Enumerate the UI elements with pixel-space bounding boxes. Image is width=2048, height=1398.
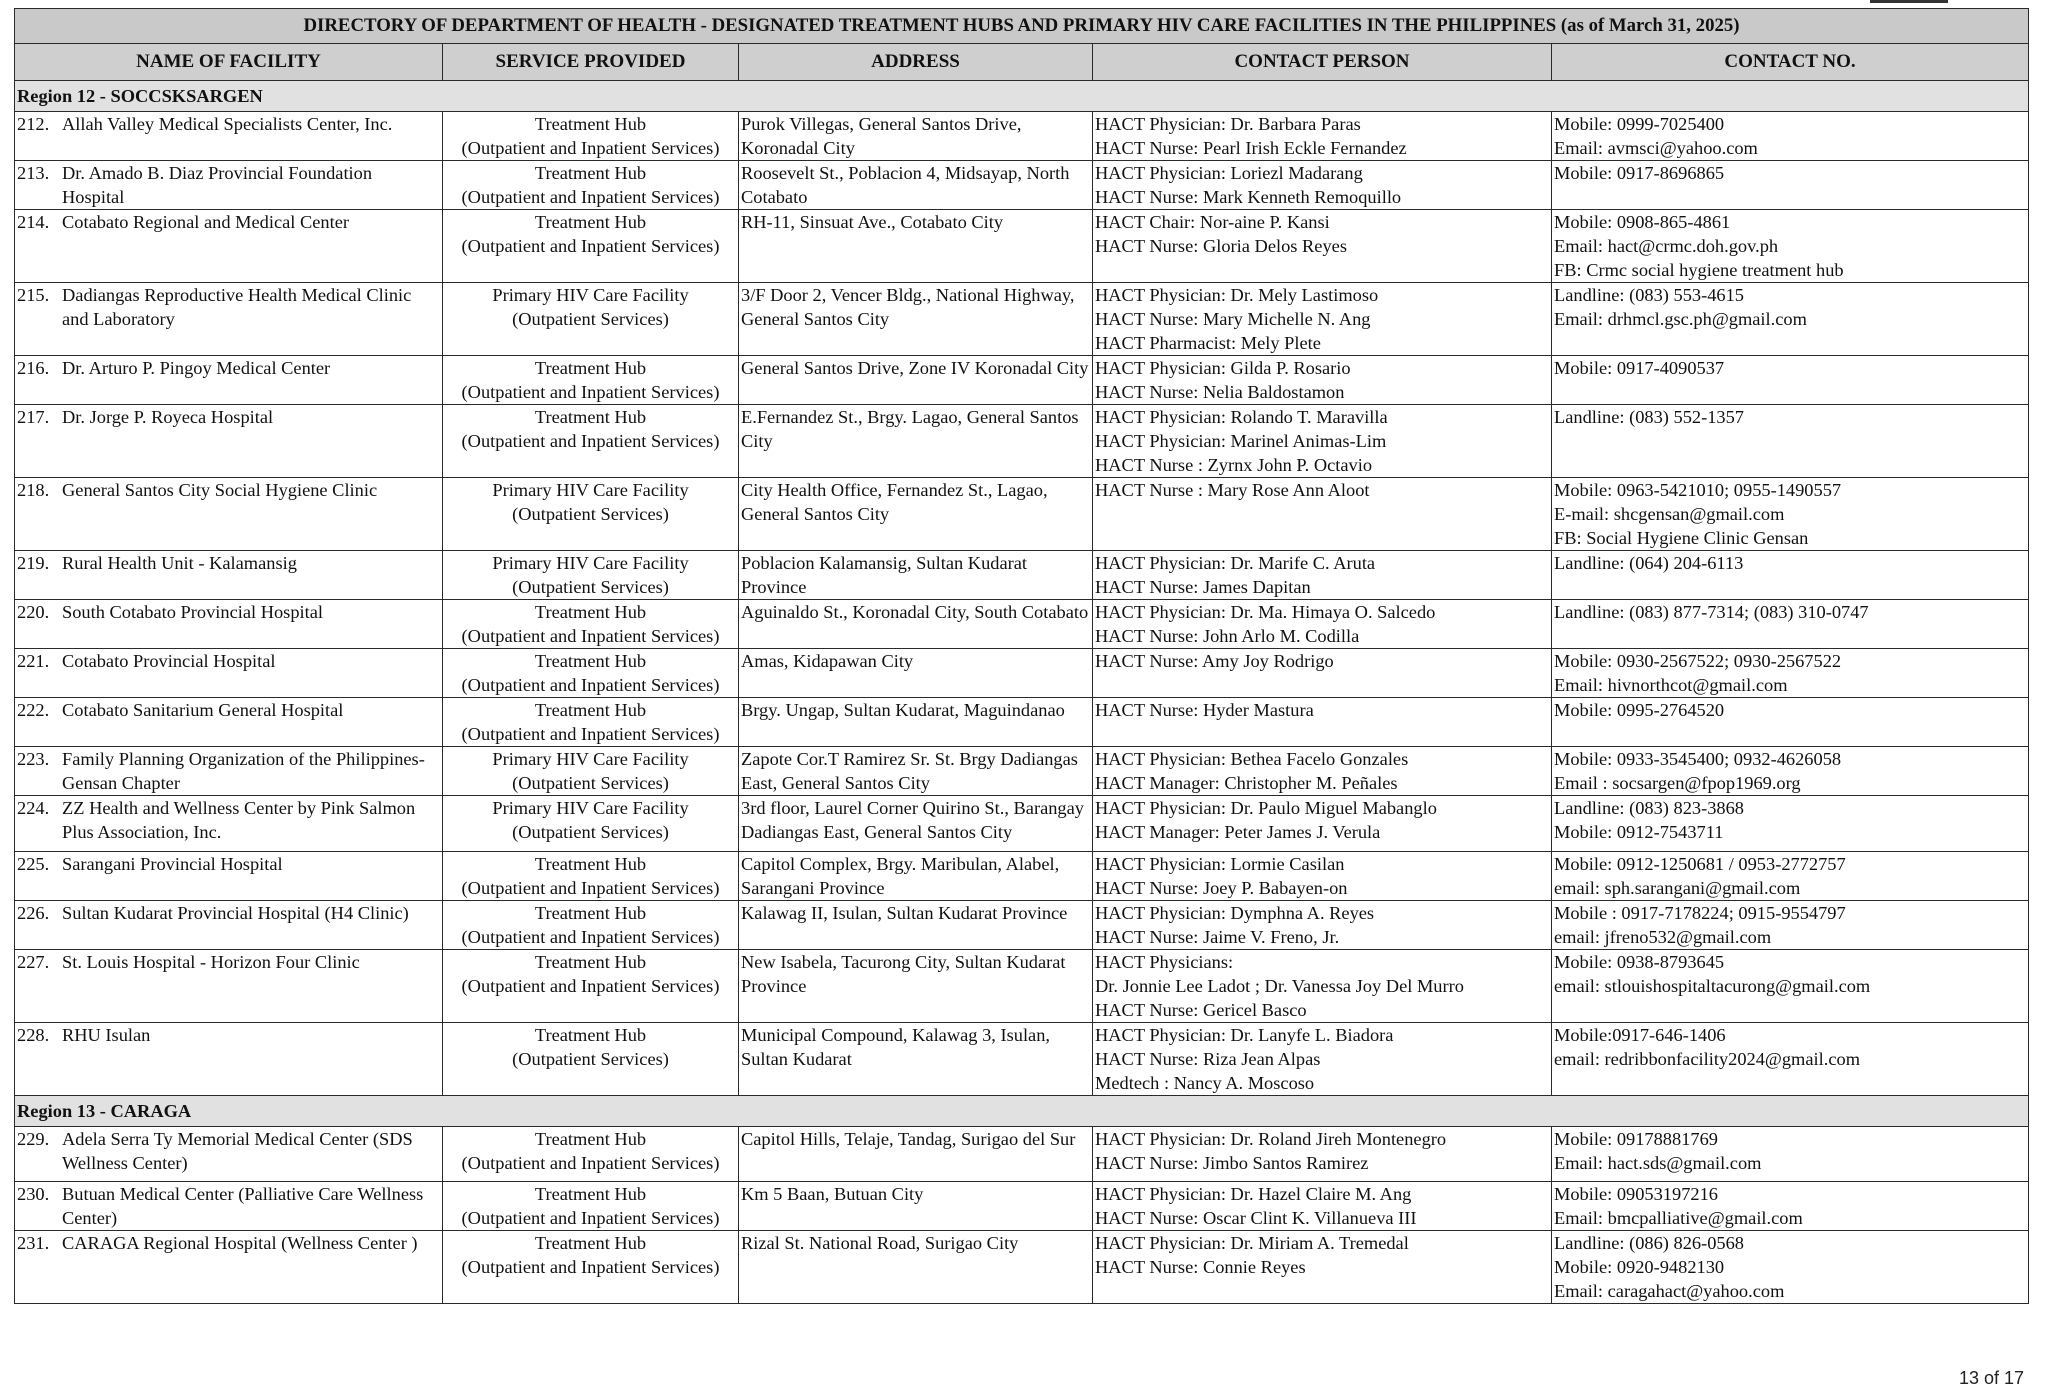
service-cell: [443, 405, 739, 478]
contact-person-line: HACT Physician: Loriezl Madarang: [1095, 163, 1363, 183]
facility-name-cell: [15, 600, 443, 649]
facility-name: ZZ Health and Wellness Center by Pink Salmon Plus Association, Inc.: [62, 798, 416, 842]
service-line: (Outpatient and Inpatient Services): [461, 1208, 720, 1228]
service-cell: [443, 698, 739, 747]
region-row: [15, 81, 2029, 112]
contact-number-line: FB: Social Hygiene Clinic Gensan: [1554, 528, 1809, 548]
contact-number-line: Email: hact@crmc.doh.gov.ph: [1554, 236, 1779, 256]
address-cell: City Health Office, Fernandez St., Lagao, General Santos City: [739, 478, 1093, 551]
contact-number-cell: [1552, 405, 2029, 478]
contact-person-cell: [1093, 901, 1552, 950]
contact-number-line: email: redribbonfacility2024@gmail.com: [1554, 1049, 1860, 1069]
contact-person-line: HACT Physician: Lormie Casilan: [1095, 854, 1345, 874]
table-row: [15, 1182, 2029, 1231]
contact-person-line: HACT Nurse: Amy Joy Rodrigo: [1095, 651, 1334, 671]
contact-number-cell: [1552, 112, 2029, 161]
contact-number-cell: [1552, 551, 2029, 600]
contact-number-cell: [1552, 852, 2029, 901]
contact-number-cell: [1552, 950, 2029, 1023]
facility-name-cell: [15, 698, 443, 747]
contact-person-line: HACT Manager: Peter James J. Verula: [1095, 822, 1381, 842]
contact-person-line: HACT Physician: Dr. Lanyfe L. Biadora: [1095, 1025, 1394, 1045]
contact-person-cell: [1093, 478, 1552, 551]
facility-number: 212.: [17, 114, 50, 134]
service-line: Treatment Hub: [534, 358, 647, 378]
service-line: (Outpatient and Inpatient Services): [461, 626, 720, 646]
contact-number-line: Landline: (064) 204-6113: [1554, 553, 1744, 573]
contact-person-cell: [1093, 405, 1552, 478]
address-cell: Purok Villegas, General Santos Drive, Koronadal City: [739, 112, 1093, 161]
facility-name: South Cotabato Provincial Hospital: [62, 602, 324, 622]
contact-person-line: HACT Nurse: Connie Reyes: [1095, 1257, 1306, 1277]
contact-person-line: HACT Physician: Dr. Marife C. Aruta: [1095, 553, 1376, 573]
contact-person-line: HACT Physician: Dr. Mely Lastimoso: [1095, 285, 1379, 305]
facility-name: RHU Isulan: [62, 1025, 151, 1045]
column-header-name: NAME OF FACILITY: [15, 44, 443, 81]
facility-number: 219.: [17, 553, 50, 573]
contact-person-line: HACT Physician: Rolando T. Maravilla: [1095, 407, 1388, 427]
table-row: [15, 210, 2029, 283]
contact-number-cell: [1552, 161, 2029, 210]
contact-person-line: HACT Nurse : Zyrnx John P. Octavio: [1095, 455, 1373, 475]
address-cell: Capitol Complex, Brgy. Maribulan, Alabel, Sarangani Province: [739, 852, 1093, 901]
facility-number: 222.: [17, 700, 50, 720]
contact-number-line: Landline: (083) 552-1357: [1554, 407, 1744, 427]
contact-number-cell: [1552, 600, 2029, 649]
facility-name-cell: [15, 283, 443, 356]
table-row: [15, 112, 2029, 161]
contact-person-cell: [1093, 112, 1552, 161]
facility-name: Family Planning Organization of the Philippines-Gensan Chapter: [62, 749, 425, 793]
address-cell: General Santos Drive, Zone IV Koronadal City: [739, 356, 1093, 405]
service-line: (Outpatient and Inpatient Services): [461, 878, 720, 898]
table-row: [15, 649, 2029, 698]
table-row: [15, 698, 2029, 747]
facility-name: Cotabato Provincial Hospital: [62, 651, 276, 671]
region-label: Region 13 - CARAGA: [15, 1096, 2029, 1127]
contact-person-line: HACT Nurse : Mary Rose Ann Aloot: [1095, 480, 1370, 500]
contact-number-cell: [1552, 1023, 2029, 1096]
service-line: Primary HIV Care Facility: [492, 553, 689, 573]
contact-person-line: HACT Pharmacist: Mely Plete: [1095, 333, 1321, 353]
contact-person-line: HACT Physician: Dr. Miriam A. Tremedal: [1095, 1233, 1409, 1253]
contact-number-line: Landline: (083) 553-4615: [1554, 285, 1744, 305]
contact-person-cell: [1093, 600, 1552, 649]
facility-number: 231.: [17, 1233, 50, 1253]
facility-name: Dadiangas Reproductive Health Medical Clinic and Laboratory: [62, 285, 412, 329]
facility-number: 218.: [17, 480, 50, 500]
contact-person-line: HACT Physician: Dr. Roland Jireh Montenegro: [1095, 1129, 1447, 1149]
table-row: [15, 478, 2029, 551]
facility-name-cell: [15, 1182, 443, 1231]
contact-person-cell: [1093, 283, 1552, 356]
facility-name-cell: [15, 356, 443, 405]
contact-number-cell: [1552, 283, 2029, 356]
contact-person-line: HACT Nurse: Hyder Mastura: [1095, 700, 1314, 720]
facility-name: St. Louis Hospital - Horizon Four Clinic: [62, 952, 360, 972]
service-line: (Outpatient and Inpatient Services): [461, 675, 720, 695]
service-line: Treatment Hub: [534, 114, 647, 134]
facility-number: 213.: [17, 163, 50, 183]
contact-person-line: HACT Nurse: Joey P. Babayen-on: [1095, 878, 1348, 898]
service-line: Treatment Hub: [534, 854, 647, 874]
facility-name-cell: [15, 1127, 443, 1182]
service-cell: [443, 551, 739, 600]
facility-name-cell: [15, 112, 443, 161]
address-cell: Amas, Kidapawan City: [739, 649, 1093, 698]
contact-person-cell: [1093, 551, 1552, 600]
address-cell: Zapote Cor.T Ramirez Sr. St. Brgy Dadiangas East, General Santos City: [739, 747, 1093, 796]
contact-number-cell: [1552, 649, 2029, 698]
facility-name: Sultan Kudarat Provincial Hospital (H4 Clinic): [62, 903, 409, 923]
contact-number-line: Email: avmsci@yahoo.com: [1554, 138, 1758, 158]
contact-person-line: HACT Physician: Marinel Animas-Lim: [1095, 431, 1387, 451]
contact-person-cell: [1093, 356, 1552, 405]
service-cell: [443, 283, 739, 356]
table-row: [15, 747, 2029, 796]
contact-person-line: HACT Nurse: Jimbo Santos Ramirez: [1095, 1153, 1369, 1173]
contact-number-cell: [1552, 478, 2029, 551]
contact-person-cell: [1093, 1023, 1552, 1096]
service-line: Treatment Hub: [534, 212, 647, 232]
contact-person-cell: [1093, 649, 1552, 698]
service-cell: [443, 600, 739, 649]
facility-name: Cotabato Regional and Medical Center: [62, 212, 350, 232]
table-row: [15, 901, 2029, 950]
service-line: Treatment Hub: [534, 903, 647, 923]
contact-number-cell: [1552, 747, 2029, 796]
service-line: (Outpatient Services): [512, 1049, 669, 1069]
service-line: Primary HIV Care Facility: [492, 749, 689, 769]
service-cell: [443, 901, 739, 950]
service-line: (Outpatient and Inpatient Services): [461, 382, 720, 402]
service-line: (Outpatient and Inpatient Services): [461, 187, 720, 207]
contact-person-cell: [1093, 852, 1552, 901]
contact-number-line: Email: caragahact@yahoo.com: [1554, 1281, 1785, 1301]
facility-number: 224.: [17, 798, 50, 818]
contact-number-line: Mobile: 09178881769: [1554, 1129, 1718, 1149]
contact-person-line: HACT Nurse: Gloria Delos Reyes: [1095, 236, 1347, 256]
address-cell: Km 5 Baan, Butuan City: [739, 1182, 1093, 1231]
table-row: [15, 405, 2029, 478]
facility-name: Adela Serra Ty Memorial Medical Center (SDS Wellness Center): [62, 1129, 413, 1173]
contact-person-line: HACT Physician: Dr. Ma. Himaya O. Salcedo: [1095, 602, 1436, 622]
facility-name: Butuan Medical Center (Palliative Care Wellness Center): [62, 1184, 424, 1228]
contact-person-cell: [1093, 1231, 1552, 1304]
region-label: Region 12 - SOCCSKSARGEN: [15, 81, 2029, 112]
service-cell: [443, 210, 739, 283]
service-line: (Outpatient Services): [512, 577, 669, 597]
contact-number-line: Mobile: 0917-8696865: [1554, 163, 1725, 183]
contact-number-line: Email : socsargen@fpop1969.org: [1554, 773, 1801, 793]
facility-name: Dr. Amado B. Diaz Provincial Foundation Hospital: [62, 163, 373, 207]
contact-number-line: Mobile: 0999-7025400: [1554, 114, 1725, 134]
service-cell: [443, 852, 739, 901]
service-cell: [443, 112, 739, 161]
facility-name-cell: [15, 747, 443, 796]
facility-number: 225.: [17, 854, 50, 874]
contact-number-cell: [1552, 1231, 2029, 1304]
service-line: (Outpatient and Inpatient Services): [461, 976, 720, 996]
column-header-address: ADDRESS: [739, 44, 1093, 81]
contact-number-line: Mobile: 0938-8793645: [1554, 952, 1725, 972]
contact-number-cell: [1552, 1182, 2029, 1231]
contact-number-line: Email: hact.sds@gmail.com: [1554, 1153, 1762, 1173]
contact-number-line: Mobile: 0933-3545400; 0932-4626058: [1554, 749, 1842, 769]
facility-name-cell: [15, 210, 443, 283]
contact-person-line: Dr. Jonnie Lee Ladot ; Dr. Vanessa Joy Del Murro: [1095, 976, 1464, 996]
contact-number-line: FB: Crmc social hygiene treatment hub: [1554, 260, 1844, 280]
facility-number: 230.: [17, 1184, 50, 1204]
contact-number-line: Mobile: 0917-4090537: [1554, 358, 1725, 378]
service-line: (Outpatient Services): [512, 309, 669, 329]
table-row: [15, 1023, 2029, 1096]
header-row: [15, 44, 2029, 81]
facility-name-cell: [15, 852, 443, 901]
service-line: (Outpatient and Inpatient Services): [461, 431, 720, 451]
contact-number-line: Mobile: 0912-1250681 / 0953-2772757: [1554, 854, 1846, 874]
facility-name: General Santos City Social Hygiene Clinic: [62, 480, 378, 500]
table-row: [15, 283, 2029, 356]
service-line: Treatment Hub: [534, 602, 647, 622]
table-row: [15, 551, 2029, 600]
address-cell: 3rd floor, Laurel Corner Quirino St., Barangay Dadiangas East, General Santos City: [739, 796, 1093, 852]
contact-person-line: HACT Manager: Christopher M. Peñales: [1095, 773, 1398, 793]
service-line: Primary HIV Care Facility: [492, 285, 689, 305]
facility-name: Cotabato Sanitarium General Hospital: [62, 700, 344, 720]
contact-person-line: HACT Nurse: Riza Jean Alpas: [1095, 1049, 1321, 1069]
contact-person-line: HACT Physician: Dr. Hazel Claire M. Ang: [1095, 1184, 1412, 1204]
table-row: [15, 1231, 2029, 1304]
facility-name-cell: [15, 950, 443, 1023]
address-cell: Aguinaldo St., Koronadal City, South Cotabato: [739, 600, 1093, 649]
column-header-person: CONTACT PERSON: [1093, 44, 1552, 81]
service-line: Treatment Hub: [534, 700, 647, 720]
service-cell: [443, 950, 739, 1023]
contact-number-cell: [1552, 1127, 2029, 1182]
facility-name-cell: [15, 478, 443, 551]
facility-name: CARAGA Regional Hospital (Wellness Center ): [62, 1233, 418, 1253]
service-line: Treatment Hub: [534, 407, 647, 427]
service-line: (Outpatient and Inpatient Services): [461, 927, 720, 947]
table-row: [15, 852, 2029, 901]
facility-number: 215.: [17, 285, 50, 305]
service-cell: [443, 796, 739, 852]
facility-number: 220.: [17, 602, 50, 622]
contact-number-line: email: sph.sarangani@gmail.com: [1554, 878, 1801, 898]
contact-person-line: HACT Nurse: Mary Michelle N. Ang: [1095, 309, 1371, 329]
contact-number-cell: [1552, 356, 2029, 405]
contact-number-cell: [1552, 796, 2029, 852]
contact-person-cell: [1093, 1182, 1552, 1231]
table-row: [15, 950, 2029, 1023]
contact-number-line: email: jfreno532@gmail.com: [1554, 927, 1772, 947]
contact-person-line: HACT Nurse: Mark Kenneth Remoquillo: [1095, 187, 1402, 207]
contact-number-cell: [1552, 698, 2029, 747]
service-line: (Outpatient Services): [512, 822, 669, 842]
contact-person-cell: [1093, 698, 1552, 747]
facility-name-cell: [15, 1231, 443, 1304]
service-line: Treatment Hub: [534, 952, 647, 972]
directory-sheet: [14, 8, 2028, 1304]
service-line: Treatment Hub: [534, 1129, 647, 1149]
document-title: DIRECTORY OF DEPARTMENT OF HEALTH - DESIGNATED TREATMENT HUBS AND PRIMARY HIV CARE FACILITIES IN THE PHILIPPINES (as of March 31, 2025): [15, 9, 2029, 44]
contact-number-line: email: stlouishospitaltacurong@gmail.com: [1554, 976, 1871, 996]
contact-number-line: Landline: (083) 877-7314; (083) 310-0747: [1554, 602, 1869, 622]
service-line: (Outpatient and Inpatient Services): [461, 1257, 720, 1277]
contact-person-line: HACT Nurse: John Arlo M. Codilla: [1095, 626, 1360, 646]
contact-number-line: Mobile: 0930-2567522; 0930-2567522: [1554, 651, 1842, 671]
service-line: (Outpatient and Inpatient Services): [461, 236, 720, 256]
contact-number-line: Landline: (083) 823-3868: [1554, 798, 1744, 818]
facility-name-cell: [15, 161, 443, 210]
contact-number-line: E-mail: shcgensan@gmail.com: [1554, 504, 1785, 524]
facility-name-cell: [15, 1023, 443, 1096]
service-cell: [443, 161, 739, 210]
contact-person-line: HACT Nurse: Jaime V. Freno, Jr.: [1095, 927, 1340, 947]
address-cell: Kalawag II, Isulan, Sultan Kudarat Province: [739, 901, 1093, 950]
service-line: Primary HIV Care Facility: [492, 798, 689, 818]
facility-number: 214.: [17, 212, 50, 232]
facility-number: 227.: [17, 952, 50, 972]
service-line: (Outpatient and Inpatient Services): [461, 1153, 720, 1173]
contact-person-line: HACT Physicians:: [1095, 952, 1234, 972]
service-cell: [443, 1231, 739, 1304]
service-line: (Outpatient Services): [512, 504, 669, 524]
contact-person-cell: [1093, 796, 1552, 852]
contact-number-line: Email: hivnorthcot@gmail.com: [1554, 675, 1788, 695]
table-row: [15, 356, 2029, 405]
service-line: Treatment Hub: [534, 163, 647, 183]
address-cell: New Isabela, Tacurong City, Sultan Kudarat Province: [739, 950, 1093, 1023]
contact-person-line: HACT Chair: Nor-aine P. Kansi: [1095, 212, 1330, 232]
contact-number-line: Mobile:0917-646-1406: [1554, 1025, 1726, 1045]
facility-name-cell: [15, 901, 443, 950]
page-number: 13 of 17: [1958, 1368, 2024, 1388]
service-cell: [443, 1127, 739, 1182]
service-line: Treatment Hub: [534, 1025, 647, 1045]
contact-number-cell: [1552, 901, 2029, 950]
contact-number-line: Mobile: 0963-5421010; 0955-1490557: [1554, 480, 1842, 500]
facility-name: Dr. Arturo P. Pingoy Medical Center: [62, 358, 331, 378]
contact-number-line: Email: bmcpalliative@gmail.com: [1554, 1208, 1803, 1228]
service-line: Treatment Hub: [534, 1233, 647, 1253]
service-line: (Outpatient and Inpatient Services): [461, 724, 720, 744]
contact-number-line: Mobile: 09053197216: [1554, 1184, 1718, 1204]
contact-person-cell: [1093, 950, 1552, 1023]
address-cell: Municipal Compound, Kalawag 3, Isulan, Sultan Kudarat: [739, 1023, 1093, 1096]
contact-person-line: HACT Physician: Dr. Barbara Paras: [1095, 114, 1361, 134]
contact-person-cell: [1093, 747, 1552, 796]
service-line: Primary HIV Care Facility: [492, 480, 689, 500]
contact-person-cell: [1093, 161, 1552, 210]
contact-person-line: HACT Physician: Gilda P. Rosario: [1095, 358, 1351, 378]
contact-person-line: HACT Physician: Dymphna A. Reyes: [1095, 903, 1375, 923]
facility-name: Allah Valley Medical Specialists Center, Inc.: [62, 114, 393, 134]
contact-number-line: Mobile : 0917-7178224; 0915-9554797: [1554, 903, 1846, 923]
facility-number: 216.: [17, 358, 50, 378]
facility-number: 229.: [17, 1129, 50, 1149]
column-header-contact: CONTACT NO.: [1552, 44, 2029, 81]
table-row: [15, 161, 2029, 210]
directory-table: [14, 8, 2029, 1304]
contact-person-line: HACT Nurse: Gericel Basco: [1095, 1000, 1307, 1020]
contact-person-line: HACT Nurse: James Dapitan: [1095, 577, 1311, 597]
contact-person-line: HACT Physician: Bethea Facelo Gonzales: [1095, 749, 1409, 769]
contact-number-line: Mobile: 0920-9482130: [1554, 1257, 1725, 1277]
address-cell: RH-11, Sinsuat Ave., Cotabato City: [739, 210, 1093, 283]
contact-person-line: HACT Physician: Dr. Paulo Miguel Mabanglo: [1095, 798, 1437, 818]
address-cell: Roosevelt St., Poblacion 4, Midsayap, North Cotabato: [739, 161, 1093, 210]
address-cell: Brgy. Ungap, Sultan Kudarat, Maguindanao: [739, 698, 1093, 747]
facility-number: 228.: [17, 1025, 50, 1045]
table-row: [15, 600, 2029, 649]
service-line: (Outpatient and Inpatient Services): [461, 138, 720, 158]
contact-number-line: Mobile: 0908-865-4861: [1554, 212, 1731, 232]
address-cell: Poblacion Kalamansig, Sultan Kudarat Province: [739, 551, 1093, 600]
service-cell: [443, 356, 739, 405]
contact-person-cell: [1093, 210, 1552, 283]
title-row: [15, 9, 2029, 44]
contact-person-line: HACT Nurse: Pearl Irish Eckle Fernandez: [1095, 138, 1407, 158]
facility-name-cell: [15, 551, 443, 600]
facility-number: 226.: [17, 903, 50, 923]
contact-number-cell: [1552, 210, 2029, 283]
service-cell: [443, 1182, 739, 1231]
service-cell: [443, 1023, 739, 1096]
facility-name: Dr. Jorge P. Royeca Hospital: [62, 407, 274, 427]
contact-person-line: HACT Nurse: Oscar Clint K. Villanueva III: [1095, 1208, 1417, 1228]
service-line: (Outpatient Services): [512, 773, 669, 793]
facility-name-cell: [15, 649, 443, 698]
service-cell: [443, 747, 739, 796]
address-cell: Capitol Hills, Telaje, Tandag, Surigao del Sur: [739, 1127, 1093, 1182]
service-line: Treatment Hub: [534, 651, 647, 671]
address-cell: 3/F Door 2, Vencer Bldg., National Highway, General Santos City: [739, 283, 1093, 356]
facility-name-cell: [15, 405, 443, 478]
contact-person-cell: [1093, 1127, 1552, 1182]
service-line: Treatment Hub: [534, 1184, 647, 1204]
service-cell: [443, 649, 739, 698]
address-cell: E.Fernandez St., Brgy. Lagao, General Santos City: [739, 405, 1093, 478]
service-cell: [443, 478, 739, 551]
region-row: [15, 1096, 2029, 1127]
contact-number-line: Mobile: 0995-2764520: [1554, 700, 1725, 720]
table-row: [15, 796, 2029, 852]
facility-number: 221.: [17, 651, 50, 671]
table-body: [15, 81, 2029, 1304]
contact-person-line: Medtech : Nancy A. Moscoso: [1095, 1073, 1315, 1093]
facility-name-cell: [15, 796, 443, 852]
address-cell: Rizal St. National Road, Surigao City: [739, 1231, 1093, 1304]
contact-number-line: Mobile: 0912-7543711: [1554, 822, 1724, 842]
facility-name: Rural Health Unit - Kalamansig: [62, 553, 297, 573]
top-rule: [1870, 0, 1948, 3]
contact-person-line: HACT Nurse: Nelia Baldostamon: [1095, 382, 1345, 402]
table-row: [15, 1127, 2029, 1182]
facility-name: Sarangani Provincial Hospital: [62, 854, 283, 874]
facility-number: 223.: [17, 749, 50, 769]
column-header-service: SERVICE PROVIDED: [443, 44, 739, 81]
contact-number-line: Landline: (086) 826-0568: [1554, 1233, 1744, 1253]
contact-number-line: Email: drhmcl.gsc.ph@gmail.com: [1554, 309, 1807, 329]
facility-number: 217.: [17, 407, 50, 427]
